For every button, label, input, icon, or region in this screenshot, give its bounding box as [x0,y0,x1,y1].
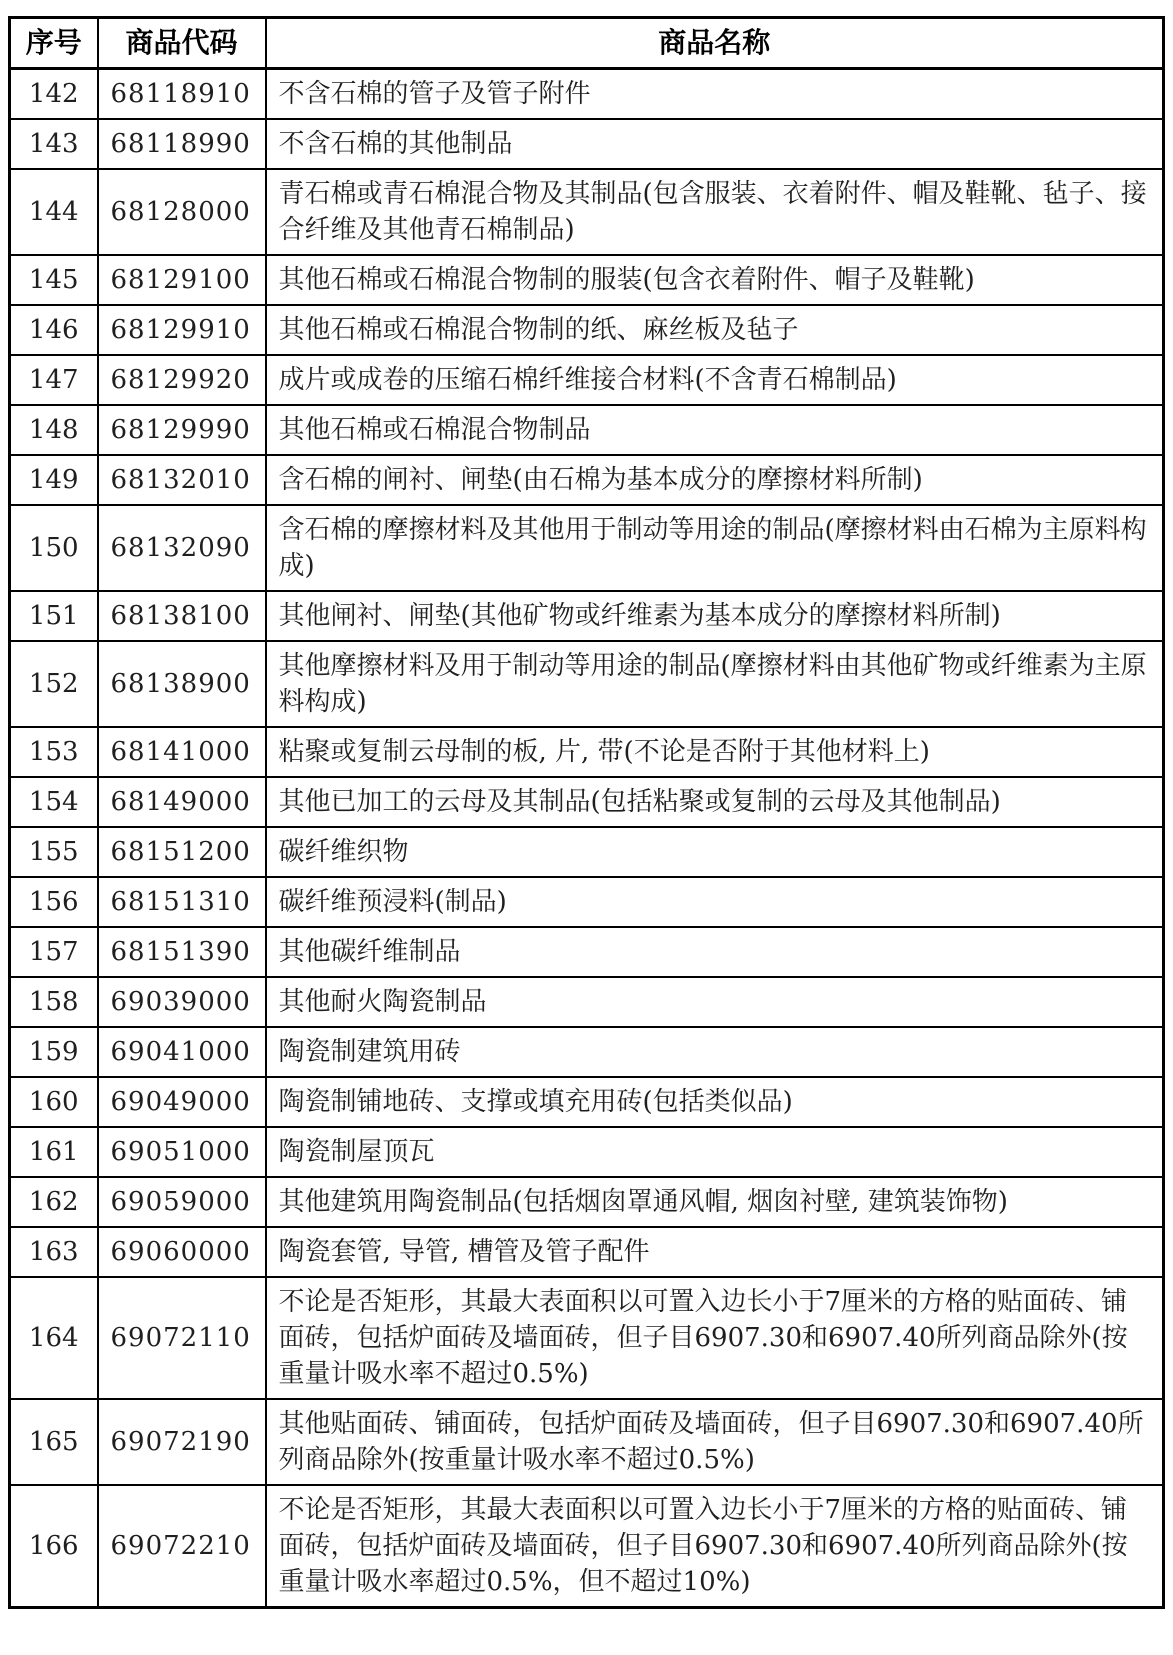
cell-code: 68132010 [98,455,266,505]
cell-code: 68129990 [98,405,266,455]
cell-serial: 159 [10,1027,98,1077]
cell-name: 青石棉或青石棉混合物及其制品(包含服装、衣着附件、帽及鞋靴、毡子、接合纤维及其他青石棉制品) [266,169,1164,255]
cell-code: 69059000 [98,1177,266,1227]
table-row [10,591,1164,641]
table-row [10,1027,1164,1077]
cell-code: 68128000 [98,169,266,255]
cell-name: 其他已加工的云母及其制品(包括粘聚或复制的云母及其他制品) [266,777,1164,827]
cell-serial: 142 [10,69,98,120]
header-commodity-name: 商品名称 [266,18,1164,69]
cell-code: 68138900 [98,641,266,727]
table-row [10,727,1164,777]
cell-name: 不含石棉的管子及管子附件 [266,69,1164,120]
cell-code: 68151200 [98,827,266,877]
cell-serial: 163 [10,1227,98,1277]
cell-name: 陶瓷套管, 导管, 槽管及管子配件 [266,1227,1164,1277]
commodity-code-table [8,16,1165,1609]
cell-code: 68129100 [98,255,266,305]
table-row [10,927,1164,977]
cell-code: 68129920 [98,355,266,405]
cell-name: 碳纤维织物 [266,827,1164,877]
cell-name: 其他耐火陶瓷制品 [266,977,1164,1027]
cell-name: 其他石棉或石棉混合物制的服装(包含衣着附件、帽子及鞋靴) [266,255,1164,305]
cell-code: 69041000 [98,1027,266,1077]
table-row [10,777,1164,827]
table-row [10,1127,1164,1177]
cell-code: 69072210 [98,1485,266,1608]
cell-serial: 157 [10,927,98,977]
table-row [10,405,1164,455]
cell-serial: 160 [10,1077,98,1127]
cell-serial: 144 [10,169,98,255]
cell-code: 68151390 [98,927,266,977]
table-row [10,305,1164,355]
cell-name: 陶瓷制屋顶瓦 [266,1127,1164,1177]
cell-name: 其他碳纤维制品 [266,927,1164,977]
cell-code: 69072110 [98,1277,266,1399]
table-row [10,1077,1164,1127]
cell-code: 68129910 [98,305,266,355]
cell-code: 68149000 [98,777,266,827]
cell-serial: 147 [10,355,98,405]
table-row [10,641,1164,727]
cell-code: 69039000 [98,977,266,1027]
cell-name: 其他石棉或石棉混合物制品 [266,405,1164,455]
table-row [10,169,1164,255]
cell-code: 68132090 [98,505,266,591]
cell-serial: 158 [10,977,98,1027]
cell-serial: 148 [10,405,98,455]
cell-serial: 155 [10,827,98,877]
table-row [10,1485,1164,1608]
cell-code: 68151310 [98,877,266,927]
cell-code: 68141000 [98,727,266,777]
cell-name: 陶瓷制建筑用砖 [266,1027,1164,1077]
cell-code: 68138100 [98,591,266,641]
table-row [10,827,1164,877]
cell-serial: 166 [10,1485,98,1608]
cell-serial: 143 [10,119,98,169]
cell-serial: 152 [10,641,98,727]
cell-name: 碳纤维预浸料(制品) [266,877,1164,927]
cell-code: 68118990 [98,119,266,169]
cell-code: 69049000 [98,1077,266,1127]
cell-name: 其他石棉或石棉混合物制的纸、麻丝板及毡子 [266,305,1164,355]
cell-name: 其他摩擦材料及用于制动等用途的制品(摩擦材料由其他矿物或纤维素为主原料构成) [266,641,1164,727]
cell-serial: 145 [10,255,98,305]
cell-serial: 156 [10,877,98,927]
table-row [10,255,1164,305]
cell-name: 不论是否矩形，其最大表面积以可置入边长小于7厘米的方格的贴面砖、铺面砖，包括炉面砖及墙面砖，但子目6907.30和6907.40所列商品除外(按重量计吸水率不超过0.5%) [266,1277,1164,1399]
header-serial-number: 序号 [10,18,98,69]
cell-code: 68118910 [98,69,266,120]
cell-serial: 153 [10,727,98,777]
table-header-row [10,18,1164,69]
cell-serial: 165 [10,1399,98,1485]
cell-name: 不论是否矩形，其最大表面积以可置入边长小于7厘米的方格的贴面砖、铺面砖，包括炉面砖及墙面砖，但子目6907.30和6907.40所列商品除外(按重量计吸水率超过0.5%，但不超过10%) [266,1485,1164,1608]
cell-serial: 164 [10,1277,98,1399]
cell-serial: 162 [10,1177,98,1227]
table-row [10,455,1164,505]
table-row [10,1399,1164,1485]
table-row [10,977,1164,1027]
table-row [10,355,1164,405]
table-row [10,1277,1164,1399]
table-row [10,505,1164,591]
cell-name: 其他贴面砖、铺面砖，包括炉面砖及墙面砖，但子目6907.30和6907.40所列商品除外(按重量计吸水率不超过0.5%) [266,1399,1164,1485]
table-row [10,69,1164,120]
cell-name: 其他闸衬、闸垫(其他矿物或纤维素为基本成分的摩擦材料所制) [266,591,1164,641]
cell-serial: 146 [10,305,98,355]
cell-code: 69060000 [98,1227,266,1277]
cell-name: 其他建筑用陶瓷制品(包括烟囱罩通风帽, 烟囱衬壁, 建筑装饰物) [266,1177,1164,1227]
cell-name: 含石棉的摩擦材料及其他用于制动等用途的制品(摩擦材料由石棉为主原料构成) [266,505,1164,591]
cell-name: 含石棉的闸衬、闸垫(由石棉为基本成分的摩擦材料所制) [266,455,1164,505]
table-row [10,877,1164,927]
cell-serial: 161 [10,1127,98,1177]
table-row [10,1227,1164,1277]
cell-name: 粘聚或复制云母制的板, 片, 带(不论是否附于其他材料上) [266,727,1164,777]
cell-serial: 154 [10,777,98,827]
header-commodity-code: 商品代码 [98,18,266,69]
cell-code: 69051000 [98,1127,266,1177]
cell-serial: 150 [10,505,98,591]
cell-name: 成片或成卷的压缩石棉纤维接合材料(不含青石棉制品) [266,355,1164,405]
cell-name: 不含石棉的其他制品 [266,119,1164,169]
cell-serial: 149 [10,455,98,505]
cell-name: 陶瓷制铺地砖、支撑或填充用砖(包括类似品) [266,1077,1164,1127]
table-body [10,69,1164,1608]
table-row [10,1177,1164,1227]
cell-code: 69072190 [98,1399,266,1485]
cell-serial: 151 [10,591,98,641]
table-row [10,119,1164,169]
